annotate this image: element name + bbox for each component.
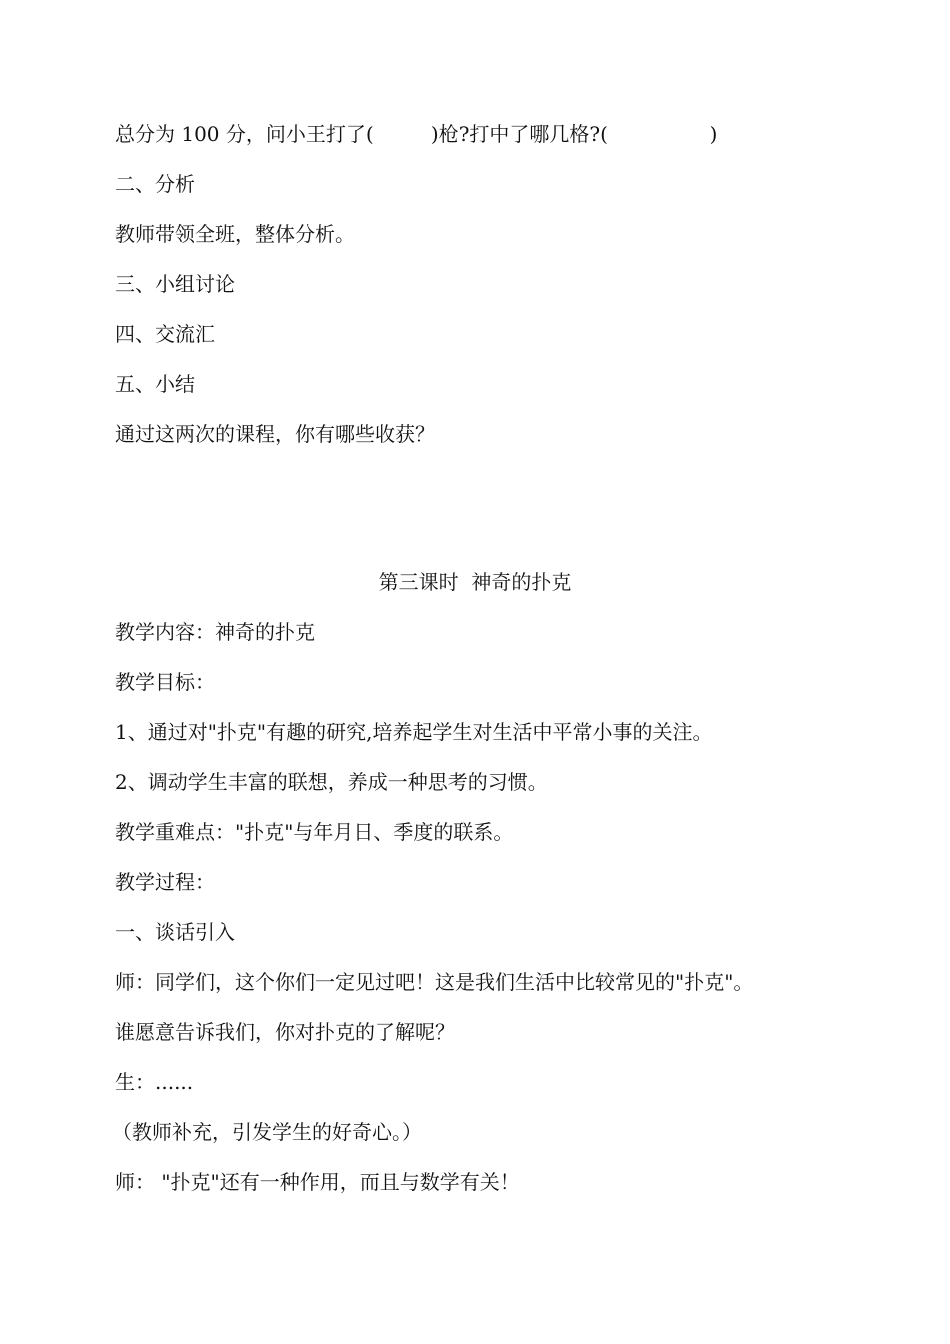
teacher-note: （教师补充，引发学生的好奇心。） [112,1120,422,1144]
question-line: 总分为 100 分，问小王打了( )枪?打中了哪几格?( ) [115,122,718,146]
teaching-goal-2: 2、调动学生丰富的联想，养成一种思考的习惯。 [115,770,548,794]
teaching-content: 教学内容：神奇的扑克 [115,620,315,644]
summary-text: 通过这两次的课程，你有哪些收获？ [115,422,435,446]
teacher-line-1: 师：同学们，这个你们一定见过吧！这是我们生活中比较常见的"扑克"。 [115,970,754,994]
section-heading-group-discussion: 三、小组讨论 [115,272,235,296]
analysis-text: 教师带领全班，整体分析。 [115,222,355,246]
lesson-title: 第三课时 神奇的扑克 [378,570,572,594]
teaching-goal-1: 1、通过对"扑克"有趣的研究,培养起学生对生活中平常小事的关注。 [115,720,713,744]
section-heading-summary: 五、小结 [115,372,195,396]
teaching-goals-heading: 教学目标： [115,670,215,694]
teacher-line-2: 师： "扑克"还有一种作用，而且与数学有关！ [115,1170,520,1194]
teaching-process-heading: 教学过程： [115,870,215,894]
section-heading-intro: 一、谈话引入 [115,920,235,944]
section-heading-analysis: 二、分析 [115,172,195,196]
student-line: 生：...... [115,1070,194,1094]
teacher-line-1-continued: 谁愿意告诉我们，你对扑克的了解呢？ [115,1020,455,1044]
section-heading-exchange: 四、交流汇 [115,322,215,346]
teaching-key-points: 教学重难点："扑克"与年月日、季度的联系。 [115,820,514,844]
